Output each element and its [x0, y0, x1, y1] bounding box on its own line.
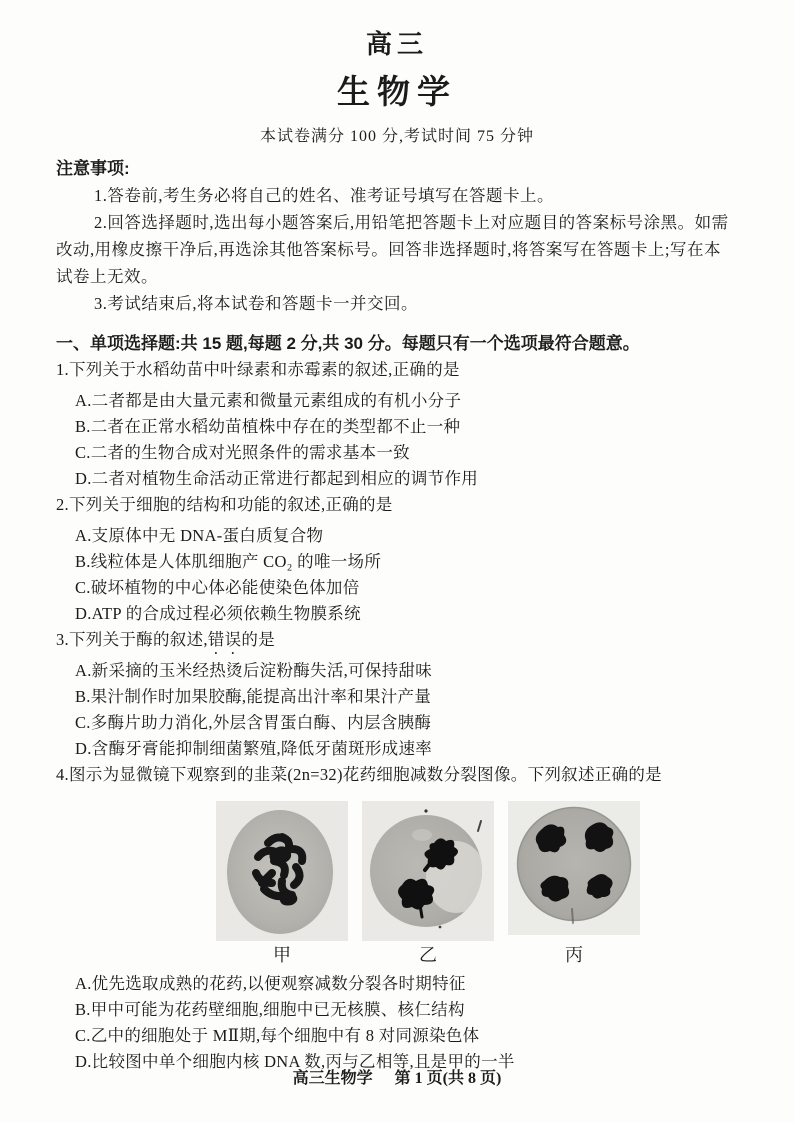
- question-2-option-c: C.破坏植物的中心体必能使染色体加倍: [75, 578, 360, 597]
- micrograph-panel-bing: [508, 801, 640, 967]
- micrograph-label-jia: 甲: [273, 945, 291, 965]
- question-2-stem-text: 下列关于细胞的结构和功能的叙述,: [68, 495, 326, 514]
- footer-subject: 高三生物学: [292, 1070, 373, 1087]
- question-3-stem-emphasis: 错误: [207, 630, 242, 649]
- meiosis-micrograph-figure: [216, 801, 794, 967]
- micrograph-panel-yi: [362, 801, 494, 967]
- question-1-option-d: D.二者对植物生命活动正常进行都起到相应的调节作用: [75, 469, 479, 488]
- question-3-number: 3.: [56, 630, 69, 649]
- micrograph-panel-jia: [216, 801, 348, 967]
- question-4-option-a: A.优先选取成熟的花药,以便观察减数分裂各时期特征: [75, 974, 466, 993]
- question-2-option-d: D.ATP 的合成过程必须依赖生物膜系统: [75, 604, 361, 623]
- question-1-option-c: C.二者的生物合成对光照条件的需求基本一致: [75, 443, 410, 462]
- question-4-stem: [56, 762, 794, 793]
- question-4: [56, 762, 794, 1075]
- question-1-stem-tail: 正确的是: [392, 360, 460, 379]
- notice-line-2-cont2: 试卷上无效。: [56, 267, 158, 286]
- micrograph-label-yi: 乙: [419, 945, 437, 965]
- question-1-stem-text: 下列关于水稻幼苗中叶绿素和赤霉素的叙述,: [68, 360, 393, 379]
- micrograph-jia-image: [216, 801, 348, 941]
- question-4-option-b: B.甲中可能为花药壁细胞,细胞中已无核膜、核仁结构: [75, 1000, 465, 1019]
- question-3-option-d: D.含酶牙膏能抑制细菌繁殖,降低牙菌斑形成速率: [75, 739, 433, 758]
- question-2-stem: [56, 492, 794, 523]
- question-3-option-b: B.果汁制作时加果胶酶,能提高出汁率和果汁产量: [75, 687, 432, 706]
- question-1: [56, 357, 794, 492]
- notice-line-1: 1.答卷前,考生务必将自己的姓名、准考证号填写在答题卡上。: [94, 186, 554, 205]
- footer-page-number: 第 1 页(共 8 页): [394, 1070, 502, 1087]
- question-2-option-a: A.支原体中无 DNA-蛋白质复合物: [75, 526, 324, 545]
- notice-heading: 注意事项:: [56, 159, 130, 178]
- question-3-option-c: C.多酶片助力消化,外层含胃蛋白酶、内层含胰酶: [75, 713, 432, 732]
- question-2: [56, 492, 794, 627]
- question-4-option-c: C.乙中的细胞处于 MⅡ期,每个细胞中有 8 对同源染色体: [75, 1026, 480, 1045]
- question-1-number: 1.: [56, 360, 69, 379]
- question-4-stem-text: 图示为显微镜下观察到的韭菜(2n=32)花药细胞减数分裂图像。下列叙述: [68, 765, 595, 784]
- question-3-stem-text: 下列关于酶的叙述,: [68, 630, 208, 649]
- page-footer: [0, 1068, 794, 1090]
- question-2-option-b: B.线粒体是人体肌细胞产 CO₂ 的唯一场所: [75, 552, 382, 571]
- question-1-stem: [56, 357, 794, 388]
- notice-line-3: 3.考试结束后,将本试卷和答题卡一并交回。: [94, 294, 418, 313]
- page-title-grade: 高三: [365, 30, 428, 59]
- question-4-number: 4.: [56, 765, 69, 784]
- notice-line-2-cont: 改动,用橡皮擦干净后,再选涂其他答案标号。回答非选择题时,将答案写在答题卡上;写在本: [56, 240, 721, 259]
- micrograph-bing-image: [508, 801, 640, 941]
- micrograph-yi-image: [362, 801, 494, 941]
- question-3-stem-tail: 的是: [241, 630, 276, 649]
- question-1-option-b: B.二者在正常水稻幼苗植株中存在的类型都不止一种: [75, 417, 461, 436]
- exam-info-line: 本试卷满分 100 分,考试时间 75 分钟: [259, 128, 534, 145]
- notice-line-2: 2.回答选择题时,选出每小题答案后,用铅笔把答题卡上对应题目的答案标号涂黑。如需: [94, 213, 729, 232]
- section-heading: 一、单项选择题:共 15 题,每题 2 分,共 30 分。每题只有一个选项最符合题意。: [56, 334, 640, 353]
- page-title-subject: 生物学: [337, 75, 457, 111]
- question-3-stem: [56, 627, 794, 658]
- question-3-option-a: A.新采摘的玉米经热烫后淀粉酶失活,可保持甜味: [75, 661, 433, 680]
- question-2-stem-tail: 正确的是: [325, 495, 393, 514]
- question-3: [56, 627, 794, 762]
- question-4-option-d: D.比较图中单个细胞内核 DNA 数,丙与乙相等,且是甲的一半: [75, 1052, 515, 1071]
- question-1-option-a: A.二者都是由大量元素和微量元素组成的有机小分子: [75, 391, 462, 410]
- question-4-stem-tail: 正确的是: [594, 765, 662, 784]
- micrograph-label-bing: 丙: [565, 945, 583, 965]
- question-2-number: 2.: [56, 495, 69, 514]
